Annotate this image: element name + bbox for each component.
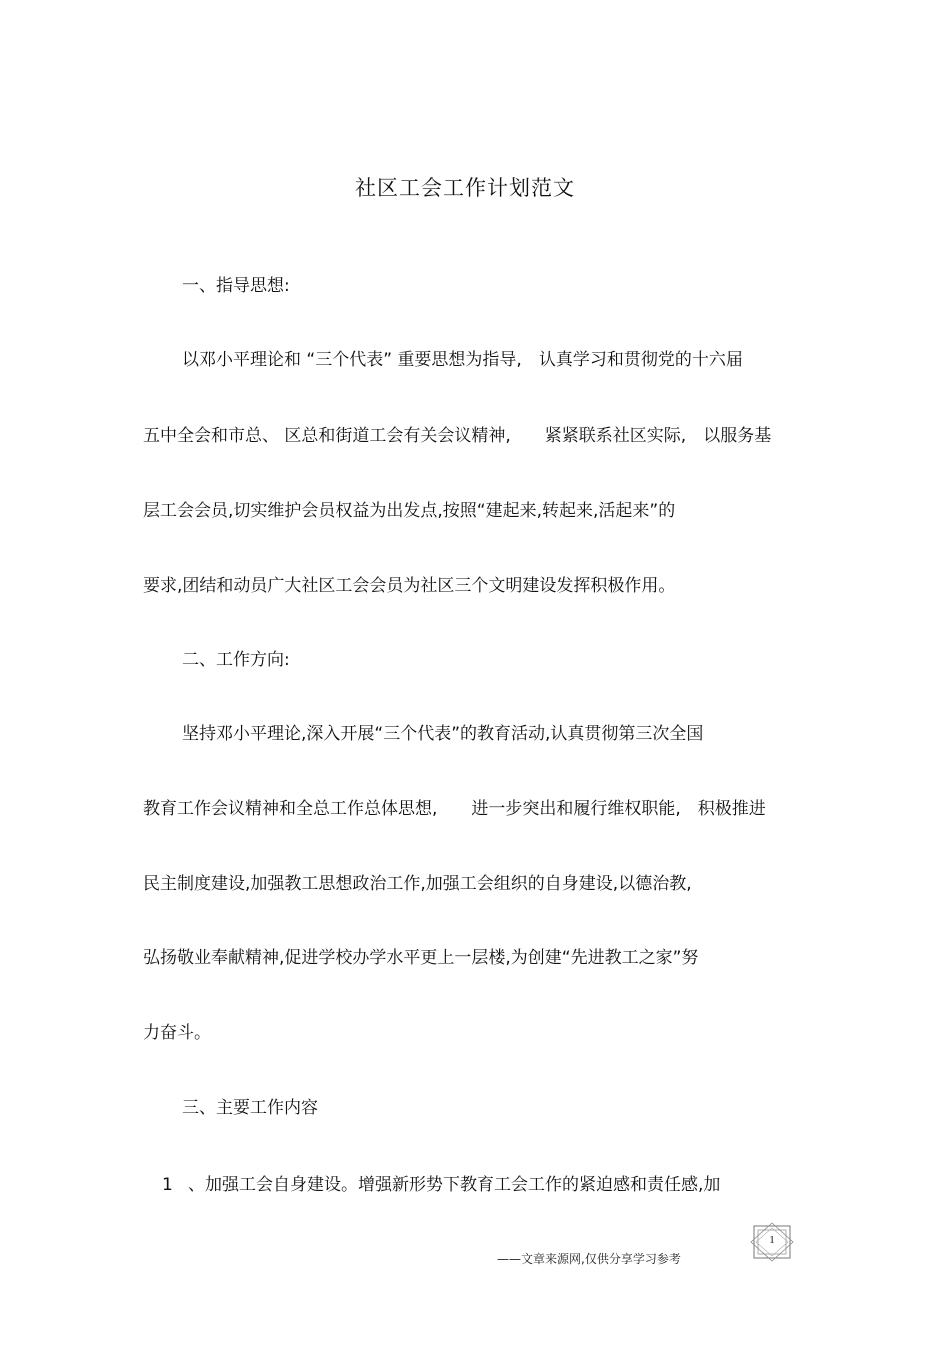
section-heading-work-direction: 二、工作方向: (182, 650, 290, 670)
footer-source-note: ——文章来源网,仅供分享学习参考 (497, 1252, 681, 1266)
section-heading-main-work: 三、主要工作内容 (182, 1098, 318, 1118)
paragraph-line: 民主制度建设,加强教工思想政治工作,加强工会组织的自身建设,以德治教, (143, 874, 692, 894)
paragraph-line: 教育工作会议精神和全总工作总体思想, 进一步突出和履行维权职能, 积极推进 (143, 799, 766, 819)
paragraph-line: 以邓小平理论和 “三个代表” 重要思想为指导, 认真学习和贯彻党的十六届 (182, 350, 743, 370)
paragraph-line: 要求,团结和动员广大社区工会会员为社区三个文明建设发挥积极作用。 (143, 576, 676, 596)
section-heading-guiding-thought: 一、指导思想: (182, 276, 290, 296)
list-item-number: 1 (162, 1175, 173, 1195)
page-number: 1 (769, 1234, 775, 1246)
paragraph-line: 五中全会和市总、 区总和街道工会有关会议精神, 紧紧联系社区实际, 以服务基 (143, 426, 772, 446)
paragraph-line: 层工会会员,切实维护会员权益为出发点,按照“建起来,转起来,活起来”的 (143, 501, 676, 521)
document-title: 社区工会工作计划范文 (355, 176, 575, 200)
paragraph-line: 力奋斗。 (143, 1023, 211, 1043)
paragraph-line: 坚持邓小平理论,深入开展“三个代表”的教育活动,认真贯彻第三次全国 (182, 724, 704, 744)
list-item-text: 、加强工会自身建设。增强新形势下教育工会工作的紧迫感和责任感,加 (188, 1175, 721, 1195)
paragraph-line: 弘扬敬业奉献精神,促进学校办学水平更上一层楼,为创建“先进教工之家”努 (143, 948, 699, 968)
